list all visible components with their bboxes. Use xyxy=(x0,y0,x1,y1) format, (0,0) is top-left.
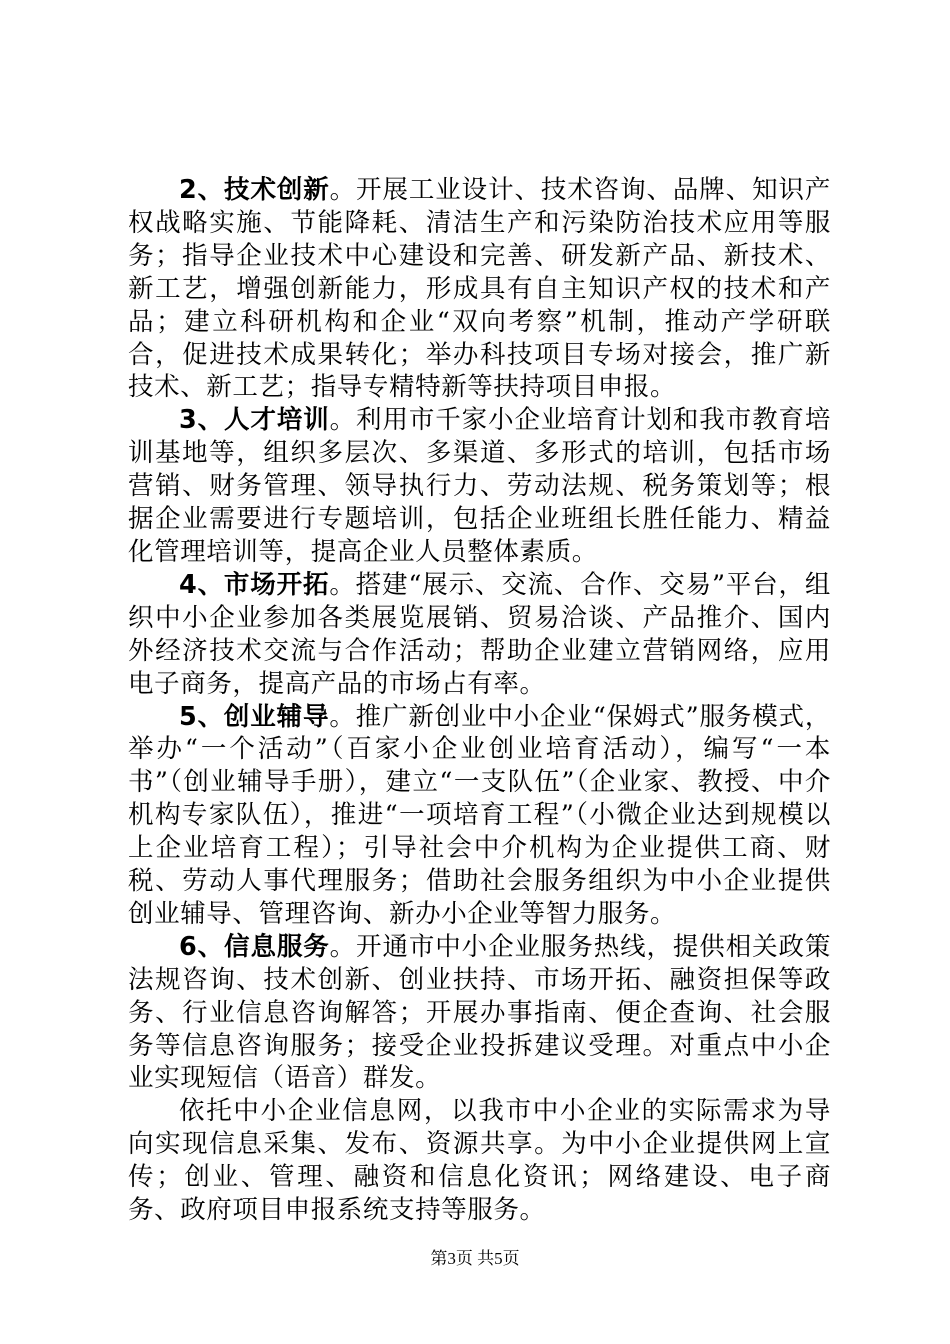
closing-paragraph: 依托中小企业信息网，以我市中小企业的实际需求为导向实现信息采集、发布、资源共享。为中小企业提供网上宣传；创业、管理、融资和信息化资讯；网络建设、电子商务、政府项目申报系统支持等服务。 xyxy=(128,1096,831,1226)
section-text: 。推广新创业中小企业“保姆式”服务模式，举办“一个活动”（百家小企业创业培育活动），编写“一本书”（创业辅导手册），建立“一支队伍”（企业家、教授、中介机构专家队伍），推进“一项培育工程”（小微企业达到规模以上企业培育工程）；引导社会中介机构为企业提供工商、财税、劳动人事代理服务；借助社会服务组织为中小企业提供创业辅导、管理咨询、新办小企业等智力服务。 xyxy=(128,701,832,929)
section-technology-innovation xyxy=(128,174,831,404)
section-heading: 6、信息服务 xyxy=(179,931,330,962)
section-heading: 5、创业辅导 xyxy=(179,701,330,732)
section-heading: 3、人才培训 xyxy=(179,405,330,436)
section-market-expansion xyxy=(128,569,831,701)
section-text: 。开通市中小企业服务热线，提供相关政策法规咨询、技术创新、创业扶持、市场开拓、融资担保等政务、行业信息咨询解答；开展办事指南、便企查询、社会服务等信息咨询服务；接受企业投拆建议受理。对重点中小企业实现短信（语音）群发。 xyxy=(128,931,831,1094)
section-text: 。利用市千家小企业培育计划和我市教育培训基地等，组织多层次、多渠道、多形式的培训，包括市场营销、财务管理、领导执行力、劳动法规、税务策划等；根据企业需要进行专题培训，包括企业班组长胜任能力、精益化管理培训等，提高企业人员整体素质。 xyxy=(128,405,831,567)
section-talent-training xyxy=(128,404,831,569)
section-text: 。搭建“展示、交流、合作、交易”平台，组织中小企业参加各类展览展销、贸易洽谈、产品推介、国内外经济技术交流与合作活动；帮助企业建立营销网络，应用电子商务，提高产品的市场占有率。 xyxy=(128,569,832,699)
document-body xyxy=(128,174,831,1227)
section-entrepreneurship-guidance xyxy=(128,701,831,931)
section-information-service xyxy=(128,931,831,1096)
section-text: 。开展工业设计、技术咨询、品牌、知识产权战略实施、节能降耗、清洁生产和污染防治技术应用等服务；指导企业技术中心建设和完善、研发新产品、新技术、新工艺，增强创新能力，形成具有自主知识产权的技术和产品；建立科研机构和企业“双向考察”机制，推动产学研联合，促进技术成果转化；举办科技项目专场对接会，推广新技术、新工艺；指导专精特新等扶持项目申报。 xyxy=(128,175,831,403)
page-number: 第3页 共5页 xyxy=(430,1249,520,1268)
section-heading: 2、技术创新 xyxy=(179,175,330,205)
section-heading: 4、市场开拓 xyxy=(179,569,330,600)
